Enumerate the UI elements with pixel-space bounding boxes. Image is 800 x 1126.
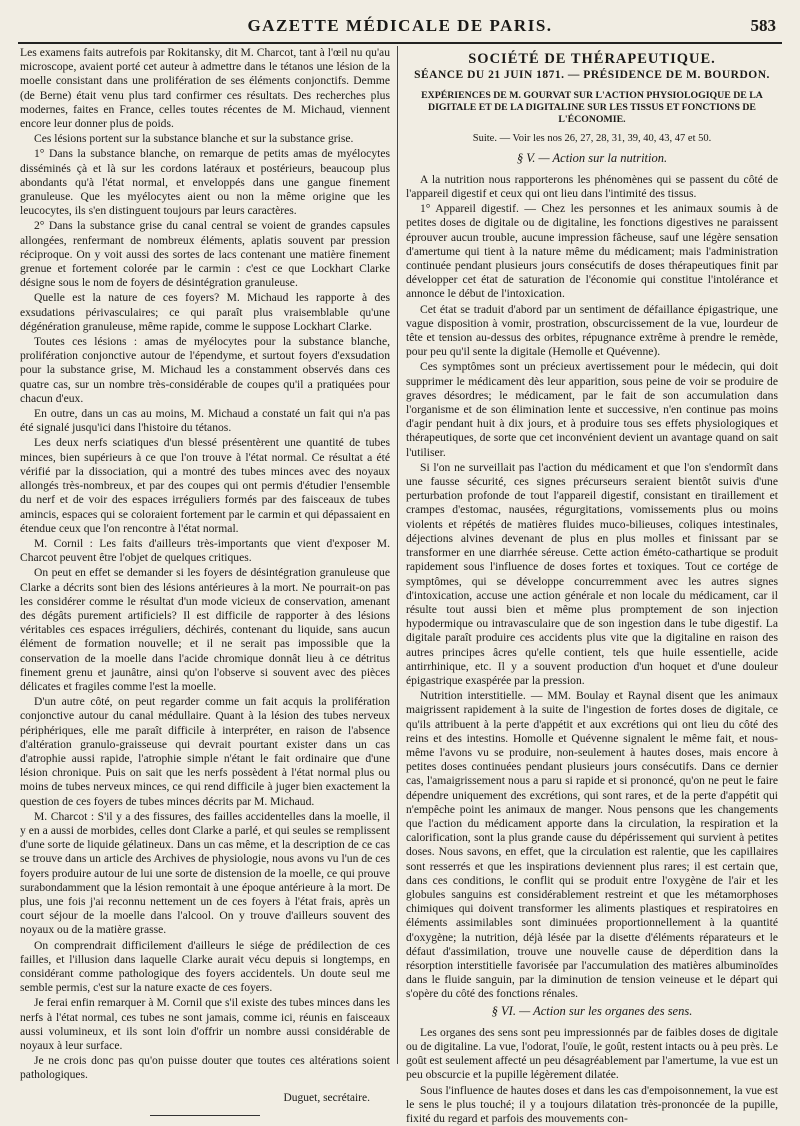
article-title: EXPÉRIENCES DE M. GOURVAT SUR L'ACTION PHYSIOLOGIQUE DE LA DIGITALE ET DE LA DIGITALINE SUR LES TISSUS ET FONCTIONS DE L'ÉCONOMIE. xyxy=(421,90,763,126)
running-head xyxy=(18,14,782,44)
paragraph: Ces symptômes sont un précieux avertissement pour le médecin, qui doit supprimer le médicament dès leur apparition, sous peine de voir se produire de graves désordres; le médicament, par le fait de son accumulation dans l'organisme et de son élimination lente et successive, n'en continue pas moins d'agir pendant huit à dix jours, et à produire tous ses effets physiologiques et thérapeutiques, de sorte que cet inconvénient devient un avantage quand on sait l'utiliser. xyxy=(406,360,778,459)
paragraph: En outre, dans un cas au moins, M. Michaud a constaté un fait qui n'a pas été signalé jusqu'ici dans l'histoire du tétanos. xyxy=(20,407,390,435)
column-divider xyxy=(397,46,398,1064)
paragraph: Les organes des sens sont peu impressionnés par de faibles doses de digitale ou de digitaline. La vue, l'odorat, l'ouïe, le goût, restent intacts ou à peu près. Le goût est seulement affecté un peu désagréablement par l'amertume, la vue est un peu obscurcie et la pupille légèrement dilatée. xyxy=(406,1025,778,1082)
paragraph: Je ne crois donc pas qu'on puisse douter que toutes ces altérations soient pathologiques. xyxy=(20,1054,390,1082)
society-title: SOCIÉTÉ DE THÉRAPEUTIQUE. xyxy=(468,51,716,67)
suite-line: Suite. — Voir les nos 26, 27, 28, 31, 39, 40, 43, 47 et 50. xyxy=(472,133,712,145)
paragraph: On peut en effet se demander si les foyers de désintégration granuleuse que Clarke a décrits sont bien des lésions antérieures à la mort. Ne pourrait-on pas les considérer comme le résultat d'un mode vicieux de conservation, amenant des dégâts purement artificiels? Il est difficile de rapporter à des lésions véritables ces espaces irréguliers, déchirés, contenant du liquide, sans aucun élément de formation nouvelle; et il ne serait pas impossible que la conservation de la moelle dans l'acide chromique donnât lieu à ce détritus finement grenu et jaunâtre, ainsi qu'on l'observe si souvent avec des pièces délicates et fragiles comme l'est la moelle. xyxy=(20,566,390,693)
paragraph: Sous l'influence de hautes doses et dans les cas d'empoisonnement, la vue est le sens le plus touché; il y a toujours dilatation très-prononcée de la pupille, fixité du regard et parfois des mouvements con- xyxy=(406,1083,778,1126)
paragraph: Les examens faits autrefois par Rokitansky, dit M. Charcot, tant à l'œil nu qu'au microscope, avaient porté cet auteur à admettre dans le tétanos une lésion de la moelle consistant dans une prolifération de ses éléments conjonctifs. Demme (de Berne) était venu plus tard confirmer ces résultats. Des recherches plus modernes, faites en France, celles toutes récentes de M. Michaud, viennent encore leur donner plus de poids. xyxy=(20,46,390,131)
paragraph: D'un autre côté, on peut regarder comme un fait acquis la prolifération conjonctive autour du canal médullaire. Quant à la lésion des tubes nerveux périphériques, elle me paraît difficile à interpréter, en raison de l'absence d'altération granulo-graisseuse qui devrait pourtant exister dans un cas d'atrophie aussi rapide, l'atrophie simple n'étant le fait ordinaire que d'une lésion chronique. Puis on sait que les nerfs possèdent à l'état normal plus ou moins de tubes nerveux minces, ce qui rend difficile à juger bien exactement la question de ces foyers de tubes minces décrits par M. Michaud. xyxy=(20,695,390,808)
page-number: 583 xyxy=(750,16,776,35)
paragraph: 1° Appareil digestif. — Chez les personnes et les animaux soumis à de petites doses de digitale ou de digitaline, les fonctions digestives ne paraissent éprouver aucun trouble, aucune impression fâcheuse, sauf une légère sensation d'amertume qui tient à la nature même du médicament; mais l'administration continuée pendant plusieurs jours consécutifs de doses thérapeutiques finit par développer cet état de saturation de l'économie qui constitue l'intolérance et annonce le début de l'intoxication. xyxy=(406,202,778,301)
left-column xyxy=(20,46,390,1104)
session-line: SÉANCE DU 21 JUIN 1871. — PRÉSIDENCE DE M. BOURDON. xyxy=(414,69,770,82)
paragraph: Je ferai enfin remarquer à M. Cornil que s'il existe des tubes minces dans les nerfs à l'état normal, ces tubes ne sont jamais, comme ici, réunis en faisceaux aussi volumineux, et ils sont loin d'offrir un nombre aussi considérable de noyaux à leur surface. xyxy=(20,996,390,1053)
paragraph: Les deux nerfs sciatiques d'un blessé présentèrent une quantité de tubes minces, bien supérieurs à ce que l'on trouve à l'état normal. Ce résultat a été vérifié par la dissociation, qui a montré des tubes minces avec des noyaux allongés très-nombreux, et par des coupes qui ont permis d'étudier l'ensemble du nerf et de voir des espaces irréguliers formés par des faisceaux de tubes amincis, espaces qui se coloraient fortement par le carmin et qui dépassaient en étendue ceux que l'on rencontre à l'état normal. xyxy=(20,436,390,535)
right-column xyxy=(406,46,778,1126)
paragraph: M. Cornil : Les faits d'ailleurs très-importants que vient d'exposer M. Charcot peuvent être l'objet de quelques critiques. xyxy=(20,536,390,565)
signature: Duguet, secrétaire. xyxy=(283,1091,370,1104)
paragraph: Toutes ces lésions : amas de myélocytes pour la substance blanche, prolifération conjonctive autour de l'épendyme, et surtout foyers d'exsudation pour la substance grise, M. Michaud les a constamment observés dans ces quatre cas, sur un nombre très-considérable de coupes qu'il a pratiquées pour chacun d'eux. xyxy=(20,335,390,405)
paragraph: 1° Dans la substance blanche, on remarque de petits amas de myélocytes disséminés çà et là sur les cordons latéraux et postérieurs, beaucoup plus abondants qu'à l'état normal, et enveloppés dans une gangue finement granuleuse. Que les myélocytes aient ou non la même origine que les leucocytes, ils s'en distinguent toujours par leurs caractères. xyxy=(20,147,390,218)
journal-title: GAZETTE MÉDICALE DE PARIS. xyxy=(247,16,553,35)
paragraph: Ces lésions portent sur la substance blanche et sur la substance grise. xyxy=(34,132,354,146)
paragraph: 2° Dans la substance grise du canal central se voient de grandes capsules allongées, renfermant de nombreux éléments, aplatis souvent par pression réciproque. On y voit aussi des sortes de lacs contenant une matière finement grenue et fortement colorée par le carmin : c'est ce que Lockhart Clarke désigne sous le nom de foyers de désintégration granuleuse. xyxy=(20,219,390,290)
paragraph: On comprendrait difficilement d'ailleurs le siége de prédilection de ces failles, et l'illusion dans laquelle Clarke aurait vécu depuis si longtemps, en considérant comme pathologique des foyers accidentels. Un doute seul me semble permis, c'est sur la nature exacte de ces foyers. xyxy=(20,938,390,995)
paragraph: Si l'on ne surveillait pas l'action du médicament et que l'on s'endormît dans une fausse sécurité, ces signes précurseurs seraient bientôt suivis d'une perturbation profonde de tout l'appareil digestif, consistant en tiraillement et crampes d'estomac, nausées, régurgitations, vomissements plus ou moins violents et répétés de matières fluides muco-bilieuses, coliques intestinales, déjections alvines devenant de plus en plus molles et finissant par se transformer en une diarrhée séreuse. Cette action éméto-cathartique se produit rapidement sous l'influence de doses fortes et toxiques. Tout ce cortége de symptômes, qui se développe concurremment avec les autres signes d'intoxication, accuse une action générale et non locale du médicament, car il résulte tout aussi bien et même plus promptement de son injection hypodermique ou intravasculaire que de son ingestion dans le tube digestif. La digitale paraît produire ces accidents plus vite que la digitaline en raison des autres principes âcres qu'elle contient, tels que huile essentielle, acide antirrhinique, etc. Il y a souvent production d'un hoquet et d'une douleur épigastrique exaspérée par la pression. xyxy=(406,460,778,687)
paragraph: Quelle est la nature de ces foyers? M. Michaud les rapporte à des exsudations périvasculaires; ce qui paraît plus vraisemblable qu'une dégénération granuleuse, même rapide, comme le suppose Lockhart Clarke. xyxy=(20,291,390,333)
paragraph: Cet état se traduit d'abord par un sentiment de défaillance épigastrique, une vague disposition à vomir, prostration, obscurcissement de la vue, lourdeur de tête et tension au-dessus des orbites, répugnance extrême à prendre le remède, pour peu qu'il sente la digitale (Hemolle et Quévenne). xyxy=(406,302,778,359)
paragraph: A la nutrition nous rapporterons les phénomènes qui se passent du côté de l'appareil digestif et ceux qui ont lieu dans l'intimité des tissus. xyxy=(406,172,778,201)
paragraph: M. Charcot : S'il y a des fissures, des failles accidentelles dans la moelle, il y en a aussi de morbides, celles dont Clarke a parlé, et qui seules se remplissent d'une sorte de liquide gélatineux. Dans un cas même, et la description de ce cas se trouve dans un article des Archives de physiologie, nous avons vu l'un de ces foyers produire autour de lui une sorte de distension de la moelle, ce qui prouve surabondamment que la lésion remontait à une époque antérieure à la mort. De plus, une fois j'ai reconnu nettement un de ces foyers à l'état frais, après un court séjour de la moelle dans l'alcool. On y trouve d'ailleurs souvent des noyaux ou de la matière grasse. xyxy=(20,809,390,937)
section-heading: § V. — Action sur la nutrition. xyxy=(516,150,668,165)
closing-rule xyxy=(150,1115,260,1116)
paragraph: Nutrition interstitielle. — MM. Boulay et Raynal disent que les animaux maigrissent rapidement à la suite de l'ingestion de fortes doses de digitale, ce qu'ils attribuent à la perte d'appétit et aux excrétions qui ont lieu du côté des reins et des intestins. Homolle et Quévenne signalent le même fait, et nous-même l'avons vu se produire, non-seulement à hautes doses, mais encore à petites doses continuées pendant plusieurs jours consécutifs. Dans ce dernier cas, l'amaigrissement nous a paru si rapide et si prononcé, qu'on ne peut le faire dépendre uniquement des excrétions, qui sont rares, et de la perte d'appétit qui n'empêche point les animaux de manger. Nous pensons que les changements que l'action du médicament apporte dans la circulation, la respiration et la calorification, sont la plus grande cause du dépérissement qui survient à petites doses. Nous savons, en effet, que la circulation est ralentie, que les capillaires sont resserrés et que les inspirations deviennent plus rares; il est certain que, dans ces conditions, le conflit qui se produit entre l'oxygène de l'air et les globules sanguins est considérablement restreint et que les métamorphoses chimiques qui doivent transformer les aliments plastiques et respiratoires en éléments assimilables sont diminuées proportionnellement à la quantité d'oxygène; la nutrition, déjà lésée par la disette d'éléments réparateurs et le défaut d'assimilation, trouve une nouvelle cause de déperdition dans la résorption interstitielle favorisée par l'accumulation des matières albuminoïdes dans le fluide sanguin, par la diminution de tension veineuse et le départ qui s'opère du côté des fonctions rénales. xyxy=(406,689,778,1001)
section-heading: § VI. — Action sur les organes des sens. xyxy=(491,1003,693,1018)
